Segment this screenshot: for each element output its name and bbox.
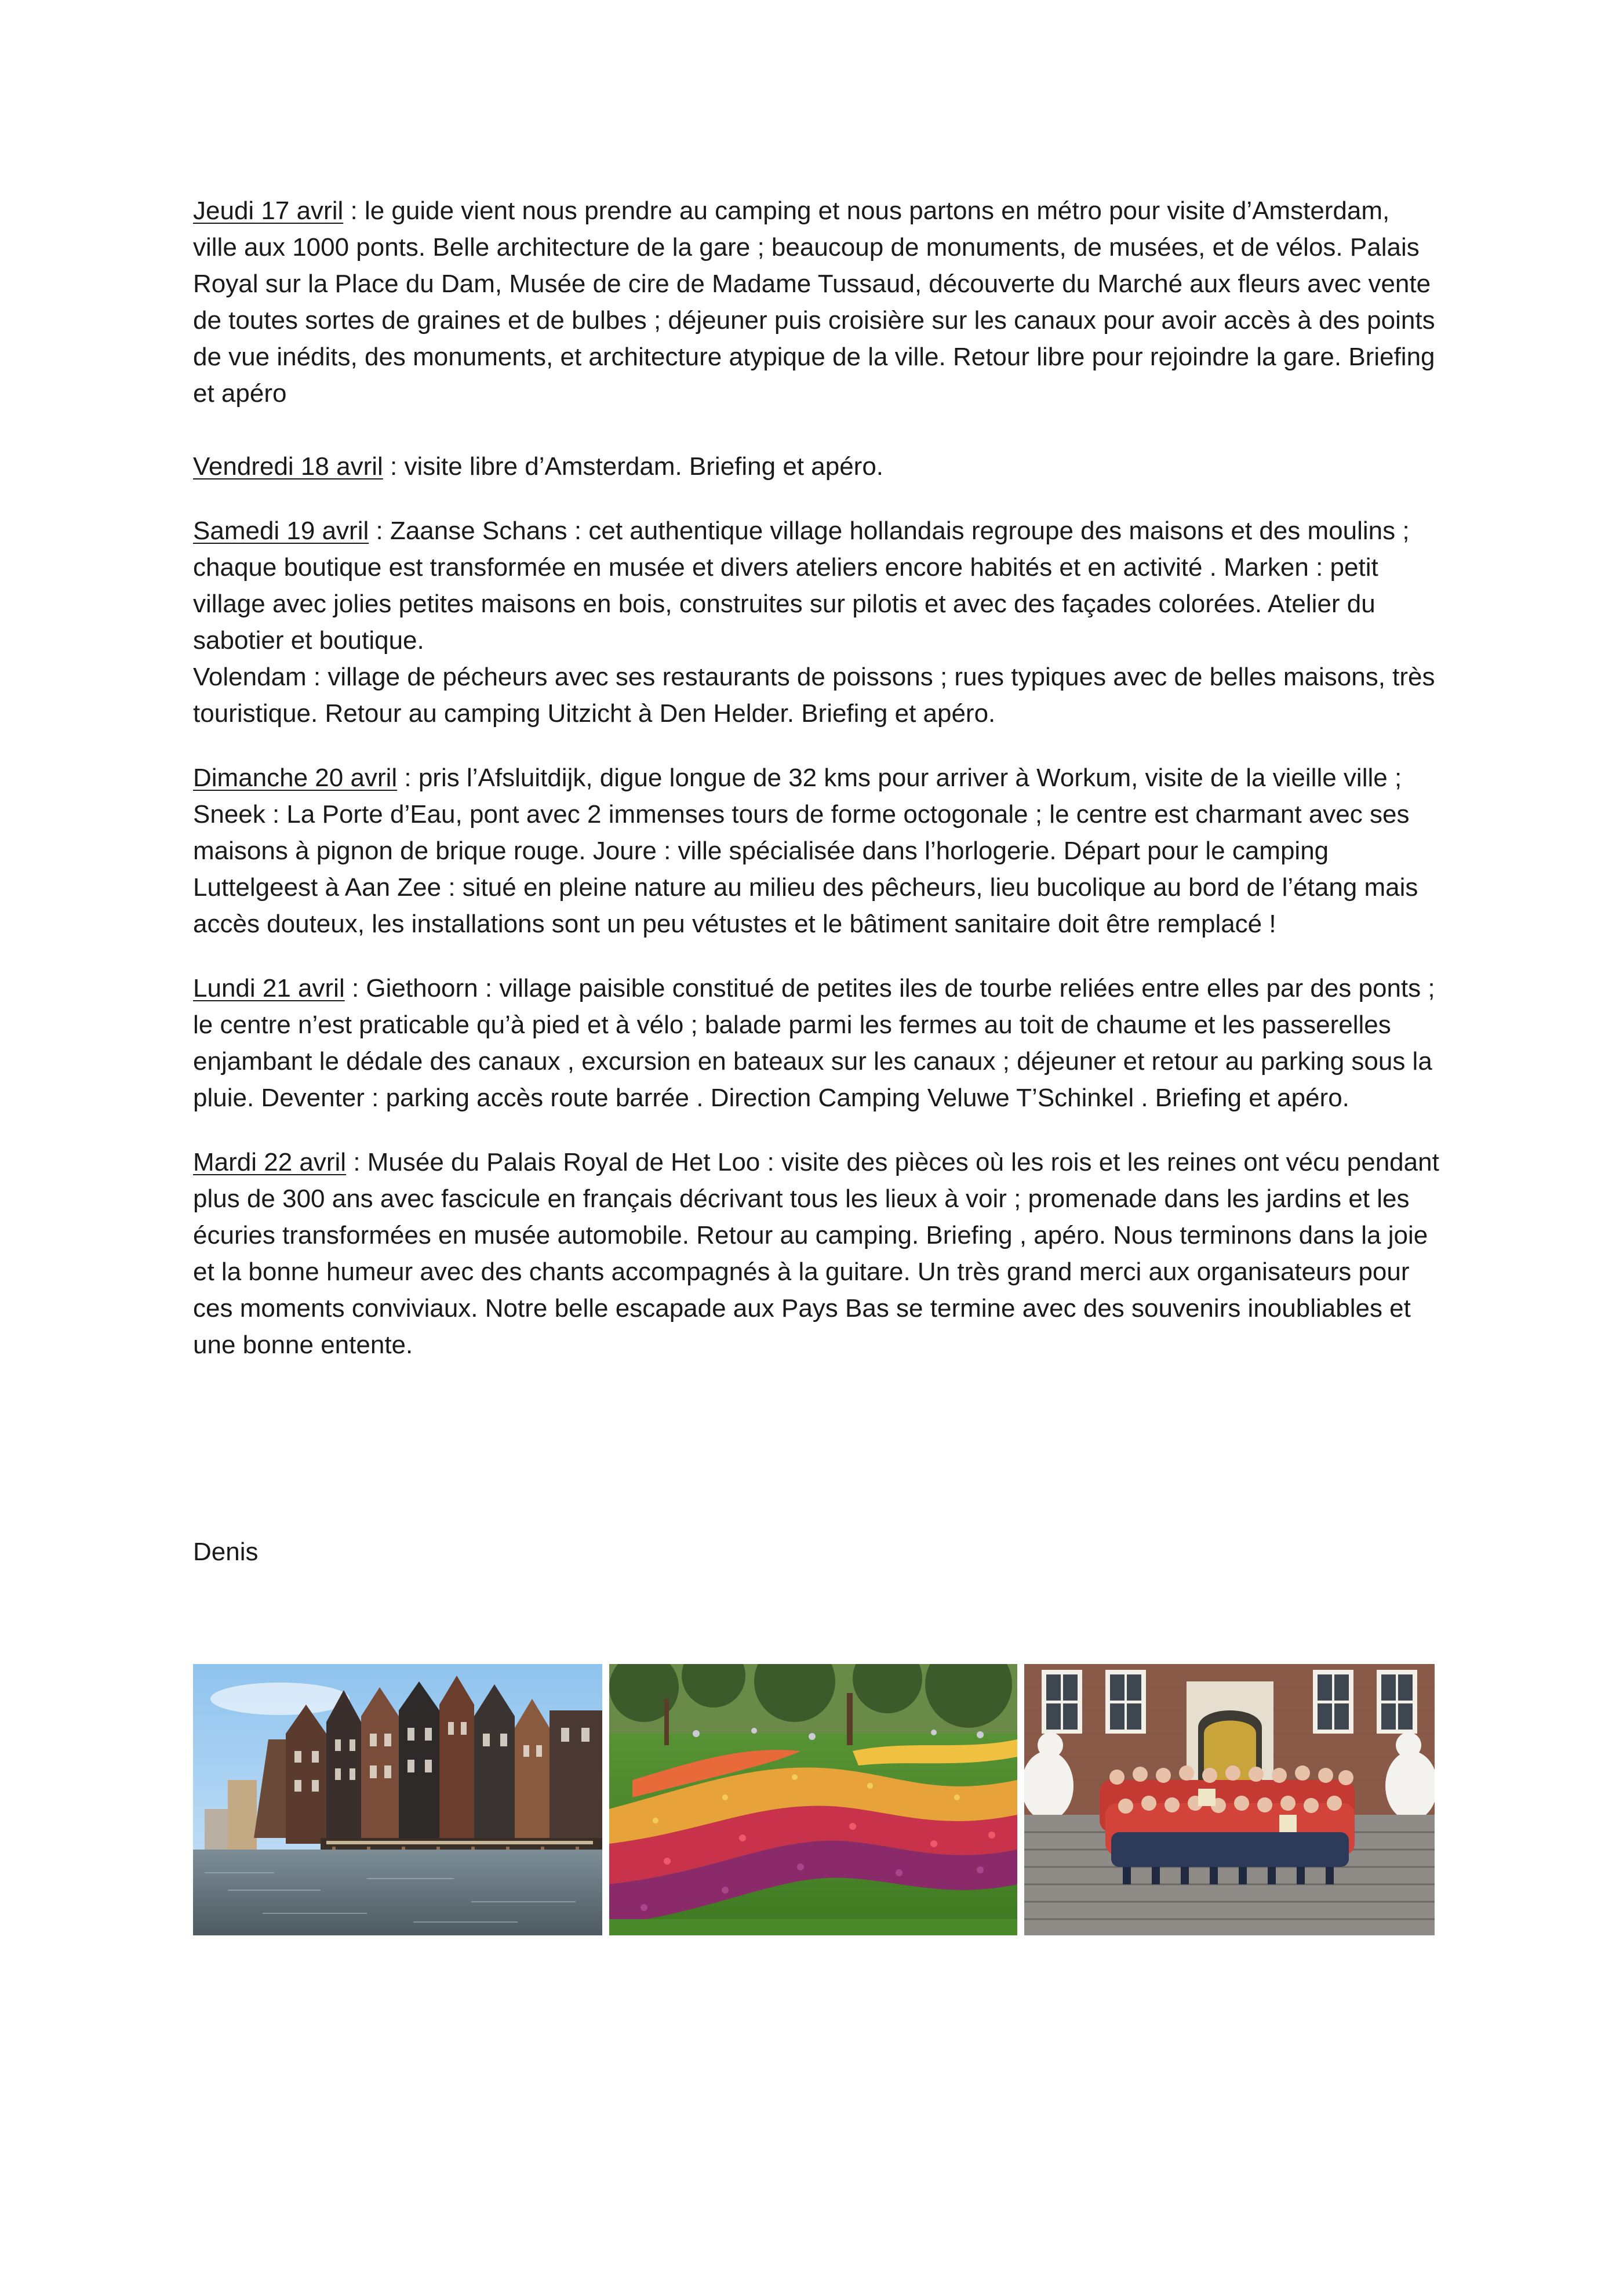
group-photo-palace-steps bbox=[1024, 1664, 1435, 1935]
entry-text: : Giethoorn : village paisible constitué de petites iles de tourbe reliées entre elles par des ponts ; le centre n’est praticable qu’à pied et à vélo ; balade parmi les fermes au toit de chaume et les passerelles enjambant le dédale des canaux , excursion en bateaux sur les canaux ; déjeuner et retour au parking sous la pluie. Deventer : parking accès route barrée . Direction Camping Veluwe T’Schinkel . Briefing et apéro. bbox=[193, 974, 1435, 1112]
entry-text: : Musée du Palais Royal de Het Loo : visite des pièces où les rois et les reines ont vécu pendant plus de 300 ans avec fascicule en français décrivant tous les lieux à voir ; promenade dans les jardins et les écuries transformées en musée automobile. Retour au camping. Briefing , apéro. Nous terminons dans la joie et la bonne humeur avec des chants accompagnés à la guitare. Un très grand merci aux organisateurs pour ces moments conviviaux. Notre belle escapade aux Pays Bas se termine avec des souvenirs inoubliables et une bonne entente. bbox=[193, 1148, 1439, 1359]
entry-text: : visite libre d’Amsterdam. Briefing et apéro. bbox=[383, 452, 884, 481]
travel-journal-text bbox=[193, 192, 1439, 1391]
signature: Denis bbox=[193, 1538, 259, 1566]
entry-text: : Zaanse Schans : cet authentique village hollandais regroupe des maisons et des moulins ; chaque boutique est transformée en musée et divers ateliers encore habités et en activité . Marken : petit village avec jolies petites maisons en bois, construites sur pilotis et avec des façades colorées. Atelier du sabotier et boutique. bbox=[193, 517, 1410, 655]
entry-lundi-21 bbox=[193, 970, 1439, 1116]
entry-date: Samedi 19 avril bbox=[193, 517, 369, 545]
entry-date: Jeudi 17 avril bbox=[193, 197, 344, 225]
entry-text: : pris l’Afsluitdijk, digue longue de 32 kms pour arriver à Workum, visite de la vieille ville ; Sneek : La Porte d’Eau, pont avec 2 immenses tours de forme octogonale ; le centre est charmant avec ses maisons à pignon de brique rouge. Joure : ville spécialisée dans l’horlogerie. Départ pour le camping Luttelgeest à Aan Zee : situé en pleine nature au milieu des pêcheurs, lieu bucolique au bord de l’étang mais accès douteux, les installations sont un peu vétustes et le bâtiment sanitaire doit être remplacé ! bbox=[193, 764, 1418, 938]
entry-text-volendam: Volendam : village de pécheurs avec ses restaurants de poissons ; rues typiques avec de belles maisons, très touristique. Retour au camping Uitzicht à Den Helder. Briefing et apéro. bbox=[193, 663, 1435, 728]
entry-date: Lundi 21 avril bbox=[193, 974, 345, 1002]
entry-text: : le guide vient nous prendre au camping et nous partons en métro pour visite d’Amsterdam, ville aux 1000 ponts. Belle architecture de la gare ; beaucoup de monuments, de musées, et de vélos. Palais Royal sur la Place du Dam, Musée de cire de Madame Tussaud, découverte du Marché aux fleurs avec vente de toutes sortes de graines et de bulbes ; déjeuner puis croisière sur les canaux pour avoir accès à des points de vue inédits, des monuments, et architecture atypique de la ville. Retour libre pour rejoindre la gare. Briefing et apéro bbox=[193, 197, 1435, 408]
entry-mardi-22 bbox=[193, 1144, 1439, 1363]
entry-vendredi-18 bbox=[193, 448, 1439, 485]
entry-dimanche-20 bbox=[193, 760, 1439, 942]
entry-date: Vendredi 18 avril bbox=[193, 452, 383, 481]
photo-strip bbox=[193, 1664, 1435, 1935]
entry-date: Dimanche 20 avril bbox=[193, 764, 398, 792]
amsterdam-canal-houses-photo bbox=[193, 1664, 602, 1935]
tulip-garden-photo bbox=[609, 1664, 1017, 1935]
entry-date: Mardi 22 avril bbox=[193, 1148, 347, 1176]
entry-jeudi-17 bbox=[193, 192, 1439, 412]
entry-samedi-19 bbox=[193, 513, 1439, 732]
